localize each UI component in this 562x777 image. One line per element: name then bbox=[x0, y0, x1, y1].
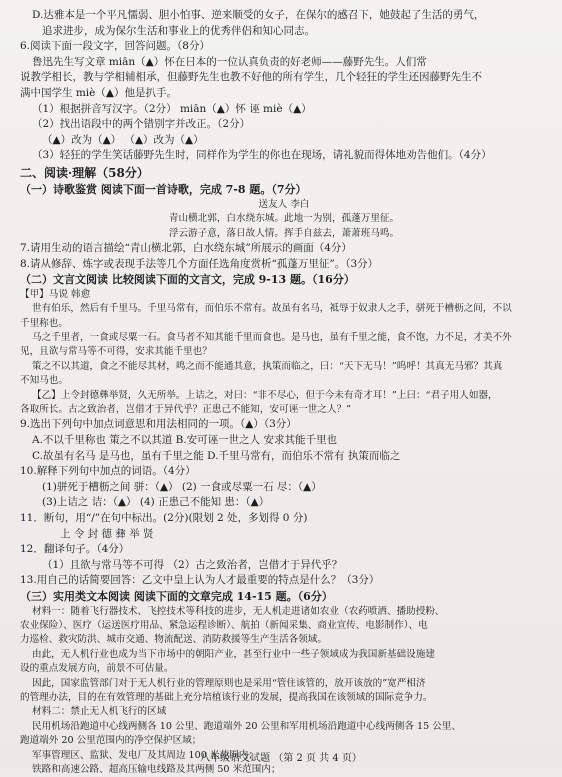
text-line: 各取所长。古之致治者，岂借才于异代乎？正患己不能知，安可诬一世之人？” bbox=[20, 404, 352, 416]
text-line: (1)骈死于槽枥之间 骈：（▲） (2) 一食或尽粟一石 尽：（▲） bbox=[42, 480, 322, 493]
text-line: （二）文言文阅读 比较阅读下面的文言文，完成 9-13 题。（16分） bbox=[20, 273, 355, 287]
text-line: 鲁迅先生写文章 miān（▲）怀在日本的一位认真负责的好老师——藤野先生。人们常 bbox=[32, 55, 427, 68]
text-line: 满中国学生 miè（▲）他是扒手。 bbox=[20, 86, 177, 99]
text-line: 青山横北郭，白水绕东城。此地一为别，孤蓬万里征。 bbox=[168, 213, 400, 225]
text-line: 军事管理区、监狱、发电厂及其周边 100 米范围内； bbox=[32, 749, 258, 761]
text-line: 因此，国家监管部门对于无人机行业的管理原则也是采用“管住该管的，放开该放的”宽严相济 bbox=[32, 677, 426, 689]
text-line: 力巡检、救灾防洪、城市交通、物流配送、消防救援等生产生活各领域。 bbox=[20, 634, 327, 646]
text-line: 设的重点发展方向，前景不可估量。 bbox=[20, 663, 174, 675]
text-line: C.故虽有名马 是马也，虽有千里之能 D.千里马常有，而伯乐不常有 执策而临之 bbox=[32, 449, 401, 462]
text-line: 见，且欲与常马等不可得，安求其能千里也？ bbox=[20, 346, 212, 358]
text-line: 马之千里者，一食或尽粟一石。食马者不知其能千里而食也。是马也，虽有千里之能，食不饱，力不足，才美不外 bbox=[32, 332, 512, 344]
text-line: （2）找出语段中的两个错别字并改正。（2分） bbox=[32, 118, 251, 131]
text-line: 由此，无人机行业也成为当下市场中的朝阳产业，甚至行业中一些子领域成为我国新基础设施建 bbox=[32, 648, 435, 660]
text-line: 11．断句，用“/”在句中标出。(2分)(限划 2 处，多划得 0 分) bbox=[20, 512, 308, 525]
text-line: 铁路和高速公路、超高压输电线路及其两侧 50 米范围内； bbox=[32, 764, 281, 776]
text-line: 不知马也。 bbox=[20, 375, 68, 387]
text-line: （三）实用类文本阅读 阅读下面的文章完成 14-15 题。（6分） bbox=[20, 590, 333, 603]
exam-text bbox=[20, 8, 548, 777]
text-line: 策之不以其道，食之不能尽其材，鸣之而不能通其意，执策而临之，曰：“天下无马！”呜呼！其真无马邪？其真 bbox=[32, 360, 503, 372]
text-line: 农业保险）、医疗（运送医疗用品、紧急运程诊断）、航拍（新闻采集、商业宣传、电影制作）、电 bbox=[20, 620, 428, 631]
text-line: （1）且欲与常马等不可得 （2）古之致治者，岂借才于异代乎？ bbox=[42, 558, 343, 571]
text-line: 12．翻译句子。（4分） bbox=[20, 543, 130, 556]
text-line: （▲）改为（▲） （▲）改为（▲） bbox=[42, 133, 204, 146]
text-line: D.达雅本是一个平凡懦弱、胆小怕事、逆来顺受的女子，在保尔的感召下，她鼓起了生活的勇气， bbox=[32, 9, 485, 21]
text-line: 二、阅读·理解（58分） bbox=[20, 165, 149, 180]
text-line: 说教学相长，教与学相辅相承，但藤野先生也教不好他的所有学生，几个轻狂的学生还因藤野先生不 bbox=[20, 71, 482, 84]
text-line: A.不以千里称也 策之不以其道 B.安可诬一世之人 安求其能千里也 bbox=[32, 434, 337, 447]
text-line: 跑道端外 20 公里范围内的净空保护区域； bbox=[20, 735, 202, 747]
text-line: 【乙】上令封德彝举贤，久无所举。上诘之，对曰：“非不尽心，但于今未有奇才耳！”上曰：“君子用人如器， bbox=[32, 389, 498, 401]
page-footer: 八年级语文试题 （第 2 页 共 4 页） bbox=[200, 753, 362, 764]
text-line: 追求进步，成为保尔生活和事业上的优秀伴侣和知心同志。 bbox=[42, 24, 315, 37]
text-line: 世有伯乐，然后有千里马。千里马常有，而伯乐不常有。故虽有名马，祗辱于奴隶人之手，骈死于槽枥之间，不以 bbox=[32, 303, 512, 315]
text-line: 千里称也。 bbox=[20, 317, 68, 329]
text-line: 上 令 封 德 彝 举 贤 bbox=[60, 527, 154, 540]
text-line: （3）轻狂的学生笑话藤野先生时，同样作为学生的你也在现场，请礼貌而得体地劝告他们。（4分） bbox=[32, 149, 492, 162]
text-line: 浮云游子意，落日故人情。挥手自兹去，萧萧班马鸣。 bbox=[168, 227, 400, 239]
text-line: 6.阅读下面一段文字，回答问题。（8分） bbox=[20, 40, 210, 53]
text-line: 材料二：禁止无人机飞行的区域 bbox=[32, 706, 167, 718]
text-line: 民用机场沿跑道中心线两侧各 10 公里、跑道端外 20 公里和军用机场沿跑道中心线两侧各 15 公里、 bbox=[32, 720, 462, 732]
text-line: 8.请从修辞、炼字或表现手法等几个方面任选角度赏析“孤蓬万里征”。（3分） bbox=[20, 257, 379, 270]
text-line: (3)上诘之 诘：（▲） (4) 正患己不能知 患：（▲） bbox=[42, 496, 270, 509]
text-line: 13.用自己的话简要回答：乙文中皇上认为人才最重要的特点是什么？（3分） bbox=[20, 574, 380, 587]
text-line: （一）诗歌鉴赏 阅读下面一首诗歌，完成 7-8 题。（7分） bbox=[20, 182, 307, 196]
text-line: （1）根据拼音写汉字。（2分） miān（▲）怀 诬 miè（▲） bbox=[32, 102, 312, 115]
text-line: 9.选出下列句中加点词意思和用法相同的一项。（▲）（3分） bbox=[20, 418, 297, 431]
text-line: 的管理办法，目的在有效管理的基础上充分培植该行业的发展，提高我国在该领域的国际竞争力。 bbox=[20, 692, 433, 704]
text-line: 10.解释下列句中加点的词语。（4分） bbox=[20, 465, 196, 478]
text-line: 7.请用生动的语言描绘“青山横北郭，白水绕东城”所展示的画面（4分） bbox=[20, 242, 352, 255]
text-line: 材料一：随着飞行器技术、飞控技术等科技的进步，无人机走进诸如农业（农药喷洒、播助授粉、 bbox=[32, 605, 445, 617]
text-line: 送友人 李白 bbox=[258, 198, 310, 210]
text-line: 【甲】马说 韩愈 bbox=[20, 288, 91, 300]
